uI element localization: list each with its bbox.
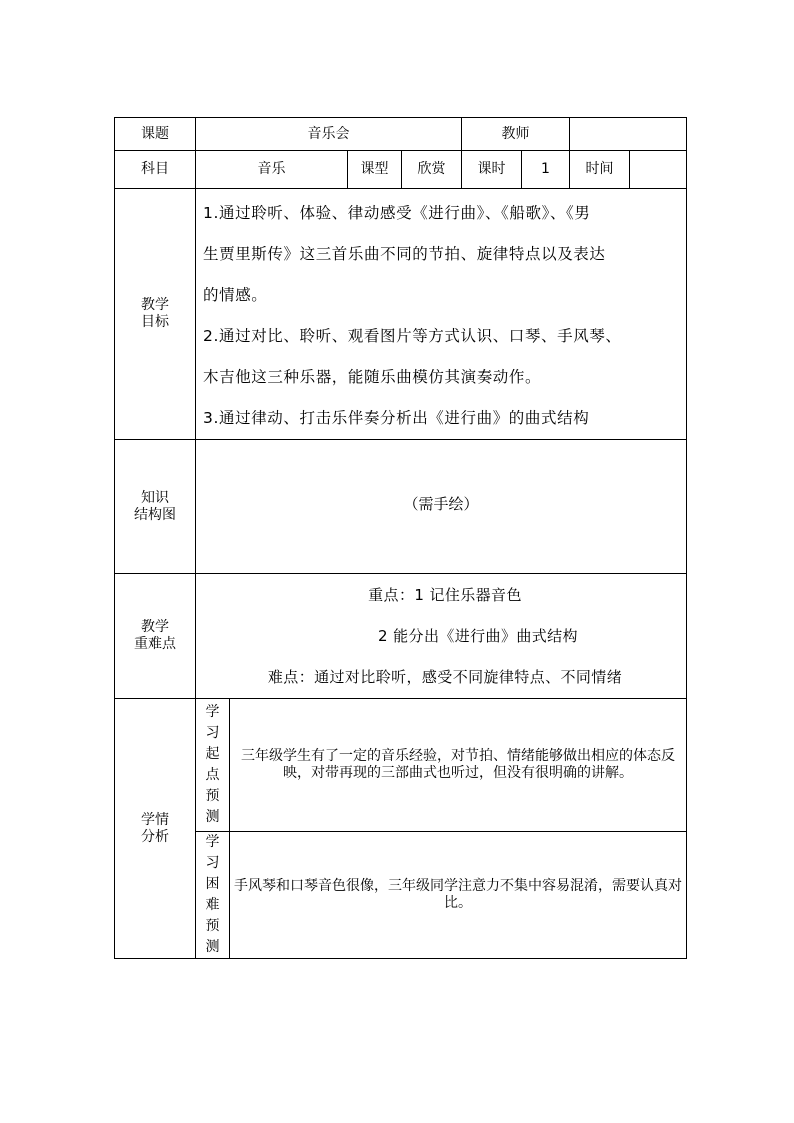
teacher-value [570, 118, 687, 151]
subject-label: 科目 [115, 151, 196, 189]
hours-label: 课时 [462, 151, 522, 189]
keypoints-label-line2: 重难点 [134, 636, 176, 652]
goals-label-line1: 教学 [141, 297, 169, 314]
analysis-label-line2: 分析 [141, 828, 169, 845]
lesson-plan-table [114, 117, 687, 959]
time-value [630, 151, 687, 189]
goals-row [115, 189, 687, 440]
start-label-char: 点 [205, 767, 220, 783]
difficulty-label-char: 预 [205, 918, 220, 934]
keypoints-label-line1: 教学 [141, 619, 169, 636]
analysis-label-line1: 学情 [141, 811, 169, 828]
keypoints-row [115, 574, 687, 699]
difficulty-label-char: 习 [205, 855, 220, 871]
start-label-char: 起 [205, 746, 220, 762]
start-forecast-label [196, 699, 230, 832]
goal-line: 3.通过律动、打击乐伴奏分析出《进行曲》的曲式结构 [203, 409, 590, 427]
keypoints-content [196, 574, 687, 699]
knowledge-row [115, 440, 687, 574]
goals-content [196, 189, 687, 440]
goal-line: 的情感。 [203, 286, 268, 304]
header-row-subject [115, 151, 687, 189]
start-label-char: 学 [205, 704, 220, 720]
goals-label-line2: 目标 [141, 314, 169, 330]
subject-value: 音乐 [196, 151, 348, 189]
knowledge-content: （需手绘） [196, 440, 687, 574]
difficulty-label-char: 测 [205, 939, 220, 955]
focus-line-1: 重点：1 记住乐器音色 [368, 585, 522, 604]
difficulty-label-char: 困 [205, 876, 220, 892]
goals-label [115, 189, 196, 440]
goal-line: 木吉他这三种乐器，能随乐曲模仿其演奏动作。 [203, 368, 542, 386]
analysis-label [115, 699, 196, 959]
time-label: 时间 [570, 151, 630, 189]
goal-line: 1.通过聆听、体验、律动感受《进行曲》、《船歌》、《男 [203, 204, 591, 222]
difficulty-label-char: 学 [205, 834, 220, 850]
header-row-topic [115, 118, 687, 151]
difficulty-forecast-text: 手风琴和口琴音色很像，三年级同学注意力不集中容易混淆，需要认真对比。 [230, 832, 687, 959]
type-value: 欣赏 [402, 151, 462, 189]
type-label: 课型 [348, 151, 402, 189]
knowledge-label [115, 440, 196, 574]
keypoints-label [115, 574, 196, 699]
goal-line: 2.通过对比、聆听、观看图片等方式认识、口琴、手风琴、 [203, 327, 622, 345]
goal-line: 生贾里斯传》这三首乐曲不同的节拍、旋律特点以及表达 [203, 245, 606, 263]
analysis-start-row [115, 699, 687, 832]
difficulty-forecast-label [196, 832, 230, 959]
start-forecast-text: 三年级学生有了一定的音乐经验，对节拍、情绪能够做出相应的体态反映，对带再现的三部曲式也听过，但没有很明确的讲解。 [230, 699, 687, 832]
start-label-char: 习 [205, 725, 220, 741]
start-label-char: 测 [205, 809, 220, 825]
knowledge-label-line1: 知识 [141, 489, 169, 506]
difficulty-label-char: 难 [205, 897, 220, 913]
start-label-char: 预 [205, 788, 220, 804]
analysis-difficulty-row [115, 832, 687, 959]
difficulty-line: 难点：通过对比聆听，感受不同旋律特点、不同情绪 [267, 667, 623, 686]
focus-line-2: 2 能分出《进行曲》曲式结构 [378, 626, 578, 645]
topic-value: 音乐会 [196, 118, 462, 151]
topic-label: 课题 [115, 118, 196, 151]
hours-value: 1 [522, 151, 570, 189]
knowledge-label-line2: 结构图 [134, 506, 176, 523]
teacher-label: 教师 [462, 118, 570, 151]
